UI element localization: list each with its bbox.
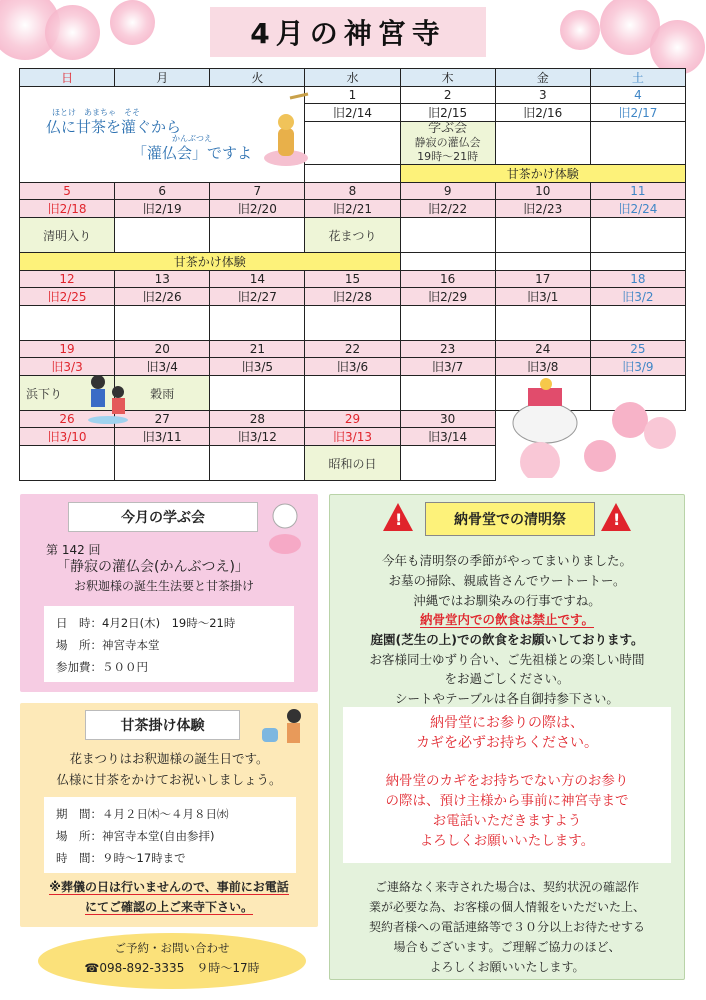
day-14: 14 bbox=[210, 271, 305, 288]
old-date: 旧3/11 bbox=[115, 428, 210, 446]
old-date: 旧3/5 bbox=[210, 358, 305, 376]
warning-mark: ! bbox=[613, 510, 621, 529]
note-cell bbox=[20, 306, 115, 341]
study-desc: お釈迦様の誕生生法要と甘茶掛け bbox=[74, 579, 255, 593]
day-12: 12 bbox=[20, 271, 115, 288]
note-cell bbox=[210, 306, 305, 341]
old-date: 旧2/22 bbox=[400, 200, 495, 218]
amacha-place: 場 所：神宮寺本堂(自由参拝) bbox=[56, 829, 215, 843]
noukotsu-p7: をお過ごしください。 bbox=[444, 671, 570, 686]
note-cell bbox=[495, 122, 590, 165]
note-cell bbox=[115, 306, 210, 341]
manabu-time: 19時～21時 bbox=[417, 150, 479, 163]
old-date: 旧2/25 bbox=[20, 288, 115, 306]
note-cell bbox=[115, 218, 210, 253]
day-22: 22 bbox=[305, 341, 400, 358]
weekday-sat: 土 bbox=[590, 69, 685, 87]
blank-cell bbox=[305, 165, 400, 183]
amacha-line2: 仏様に甘茶をかけてお祝いしましょう。 bbox=[56, 772, 282, 787]
note-cell bbox=[305, 376, 400, 411]
study-place: 場 所：神宮寺本堂 bbox=[56, 638, 160, 652]
day-4: 4 bbox=[590, 87, 685, 104]
contact-note-5: よろしくお願いいたします。 bbox=[429, 960, 585, 974]
showa-event: 昭和の日 bbox=[305, 446, 400, 481]
amacha-note1 bbox=[20, 878, 318, 897]
old-date: 旧3/7 bbox=[400, 358, 495, 376]
note-cell bbox=[590, 218, 685, 253]
weekday-fri: 金 bbox=[495, 69, 590, 87]
buddha-statue-illustration bbox=[262, 92, 310, 168]
noukotsu-p8: シートやテーブルは各自御持参下さい。 bbox=[395, 691, 619, 706]
note-cell bbox=[305, 122, 400, 165]
amacha-line1: 花まつりはお釈迦様の誕生日です。 bbox=[69, 751, 269, 766]
day-30: 30 bbox=[400, 411, 495, 428]
kokuu-event: 穀雨 bbox=[115, 376, 210, 411]
seimei-event: 清明入り bbox=[20, 218, 115, 253]
note-cell bbox=[305, 306, 400, 341]
day-7: 7 bbox=[210, 183, 305, 200]
page-title: 4月の神宮寺 bbox=[210, 7, 486, 57]
amacha-info bbox=[44, 797, 296, 873]
contact-note-4: 場合もございます。ご理解ご協力のほど、 bbox=[393, 940, 621, 954]
day-16: 16 bbox=[400, 271, 495, 288]
amacha-band: 甘茶かけ体験 bbox=[400, 165, 685, 183]
contact-note-3: 契約者様への電話連絡等で３０分以上お待たせする bbox=[368, 920, 645, 934]
day-21: 21 bbox=[210, 341, 305, 358]
old-date: 旧3/4 bbox=[115, 358, 210, 376]
blank-cell bbox=[495, 253, 590, 271]
day-13: 13 bbox=[115, 271, 210, 288]
old-date: 旧2/20 bbox=[210, 200, 305, 218]
day-9: 9 bbox=[400, 183, 495, 200]
old-date: 旧2/14 bbox=[305, 104, 400, 122]
hanamatsuri-event: 花まつり bbox=[305, 218, 400, 253]
weekday-header bbox=[20, 69, 686, 87]
old-date: 旧3/13 bbox=[305, 428, 400, 446]
noukotsu-p4-text: 納骨堂内での飲食は禁止です。 bbox=[419, 612, 594, 627]
old-date: 旧2/16 bbox=[495, 104, 590, 122]
key-notice-4: の際は、預け主様から事前に神宮寺まで bbox=[385, 793, 629, 809]
noukotsu-p5: 庭園(芝生の上)での飲食をお願いしております。 bbox=[370, 632, 644, 647]
weekday-mon: 月 bbox=[115, 69, 210, 87]
old-date: 旧2/28 bbox=[305, 288, 400, 306]
old-date: 旧2/17 bbox=[590, 104, 685, 122]
key-notice-3: 納骨堂のカギをお持ちでない方のお参り bbox=[385, 773, 629, 789]
cherry-blossom-decoration bbox=[560, 10, 600, 50]
old-date: 旧2/24 bbox=[590, 200, 685, 218]
note-cell bbox=[590, 122, 685, 165]
cherry-blossom-decoration bbox=[110, 0, 155, 45]
amacha-label: 甘茶掛け体験 bbox=[85, 710, 240, 740]
old-date: 旧2/26 bbox=[115, 288, 210, 306]
day-23: 23 bbox=[400, 341, 495, 358]
day-8: 8 bbox=[305, 183, 400, 200]
old-date: 旧3/12 bbox=[210, 428, 305, 446]
note-cell bbox=[400, 446, 495, 481]
old-date: 旧3/1 bbox=[495, 288, 590, 306]
blank-cell bbox=[590, 253, 685, 271]
kanbutsu-line1: 仏に甘茶を灌ぐから bbox=[46, 118, 182, 136]
study-info bbox=[44, 606, 294, 682]
old-date: 旧2/21 bbox=[305, 200, 400, 218]
old-date: 旧3/10 bbox=[20, 428, 115, 446]
hamaori-event: 浜下り bbox=[20, 376, 115, 411]
amacha-note2-text: にてご確認の上ご来寺下さい。 bbox=[84, 900, 253, 914]
day-24: 24 bbox=[495, 341, 590, 358]
day-15: 15 bbox=[305, 271, 400, 288]
note-cell bbox=[210, 376, 305, 411]
note-cell bbox=[20, 446, 115, 481]
old-date: 旧2/23 bbox=[495, 200, 590, 218]
note-cell bbox=[495, 218, 590, 253]
cherry-blossom-decoration bbox=[45, 5, 100, 60]
noukotsu-label: 納骨堂での清明祭 bbox=[425, 502, 595, 536]
old-date: 旧2/29 bbox=[400, 288, 495, 306]
amacha-period: 期 間：４月２日㈭～４月８日㈬ bbox=[56, 807, 229, 821]
key-notice-2: カギを必ずお持ちください。 bbox=[416, 735, 598, 751]
key-notice-5: お電話いただきますよう bbox=[432, 813, 582, 829]
day-11: 11 bbox=[590, 183, 685, 200]
day-28: 28 bbox=[210, 411, 305, 428]
old-date: 旧3/8 bbox=[495, 358, 590, 376]
contact-line1: ご予約・お問い合わせ bbox=[114, 941, 230, 955]
noukotsu-p3: 沖縄ではお馴染みの行事ですね。 bbox=[413, 593, 601, 608]
day-6: 6 bbox=[115, 183, 210, 200]
study-fee: 参加費：５００円 bbox=[56, 660, 148, 674]
manabu-event bbox=[400, 122, 495, 165]
manabu-title: 学ぶ会 bbox=[428, 121, 468, 136]
noukotsu-p6: お客様同士ゆずり合い、ご先祖様との楽しい時間 bbox=[369, 652, 645, 667]
old-date: 旧3/2 bbox=[590, 288, 685, 306]
note-cell bbox=[115, 446, 210, 481]
study-label: 今月の学ぶ会 bbox=[68, 502, 258, 532]
day-29: 29 bbox=[305, 411, 400, 428]
day-18: 18 bbox=[590, 271, 685, 288]
amacha-note1-text: ※葬儀の日は行いませんので、事前にお電話 bbox=[49, 880, 289, 894]
note-cell bbox=[400, 376, 495, 411]
noukotsu-p1: 今年も清明祭の季節がやってまいりました。 bbox=[381, 553, 632, 568]
contact-note-1: ご連絡なく来寺された場合は、契約状況の確認作 bbox=[374, 880, 639, 894]
children-illustration bbox=[86, 372, 130, 426]
contact-note-2: 業が必要な為、お客様の個人情報をいただいた上、 bbox=[368, 900, 645, 914]
note-cell bbox=[495, 306, 590, 341]
kanbutsu-ruby: ほとけ あまちゃ そそ bbox=[52, 108, 140, 117]
cherry-blossom-decoration bbox=[650, 20, 705, 75]
old-date: 旧3/9 bbox=[590, 358, 685, 376]
baby-buddha-icon bbox=[263, 500, 307, 556]
warning-icon-right bbox=[601, 503, 631, 531]
noukotsu-p2: お墓の掃除、親戚皆さんでウートートー。 bbox=[388, 573, 626, 588]
study-session: 第 142 回 bbox=[46, 543, 101, 557]
amacha-pouring-illustration bbox=[256, 706, 304, 750]
contact-line2: ☎098-892-3335 ９時～17時 bbox=[84, 961, 260, 975]
old-date: 旧3/6 bbox=[305, 358, 400, 376]
day-25: 25 bbox=[590, 341, 685, 358]
weekday-sun: 日 bbox=[20, 69, 115, 87]
amacha-band: 甘茶かけ体験 bbox=[20, 253, 401, 271]
warning-mark: ! bbox=[395, 510, 403, 529]
day-5: 5 bbox=[20, 183, 115, 200]
kanbutsu-ruby2: かんぶつえ bbox=[172, 134, 212, 143]
study-date: 日 時：4月2日(木) 19時～21時 bbox=[56, 616, 236, 630]
kanbutsu-line2: 「灌仏会」ですよ bbox=[132, 144, 253, 162]
blank-cell bbox=[400, 253, 495, 271]
day-19: 19 bbox=[20, 341, 115, 358]
amacha-note2 bbox=[20, 898, 318, 917]
day-20: 20 bbox=[115, 341, 210, 358]
old-date: 旧2/19 bbox=[115, 200, 210, 218]
old-date: 旧2/18 bbox=[20, 200, 115, 218]
manabu-subtitle: 静寂の灌仏会 bbox=[414, 136, 481, 149]
weekday-wed: 水 bbox=[305, 69, 400, 87]
note-cell bbox=[400, 218, 495, 253]
amacha-time: 時 間：９時～17時まで bbox=[56, 851, 186, 865]
key-notice-1: 納骨堂にお参りの際は、 bbox=[430, 715, 584, 731]
day-17: 17 bbox=[495, 271, 590, 288]
note-cell bbox=[210, 446, 305, 481]
day-27: 27 bbox=[115, 411, 210, 428]
note-cell bbox=[210, 218, 305, 253]
warning-icon-left bbox=[383, 503, 413, 531]
day-1: 1 bbox=[305, 87, 400, 104]
elephant-blossom-illustration bbox=[500, 378, 686, 478]
note-cell bbox=[400, 306, 495, 341]
noukotsu-p4 bbox=[329, 610, 685, 629]
day-2: 2 bbox=[400, 87, 495, 104]
key-notice-6: よろしくお願いいたします。 bbox=[419, 833, 595, 849]
day-26: 26 bbox=[20, 411, 115, 428]
old-date: 旧2/27 bbox=[210, 288, 305, 306]
weekday-thu: 木 bbox=[400, 69, 495, 87]
day-10: 10 bbox=[495, 183, 590, 200]
old-date: 旧3/3 bbox=[20, 358, 115, 376]
study-name: 「静寂の灌仏会(かんぶつえ)」 bbox=[56, 559, 249, 575]
note-cell bbox=[590, 306, 685, 341]
weekday-tue: 火 bbox=[210, 69, 305, 87]
day-3: 3 bbox=[495, 87, 590, 104]
old-date: 旧3/14 bbox=[400, 428, 495, 446]
old-date: 旧2/15 bbox=[400, 104, 495, 122]
